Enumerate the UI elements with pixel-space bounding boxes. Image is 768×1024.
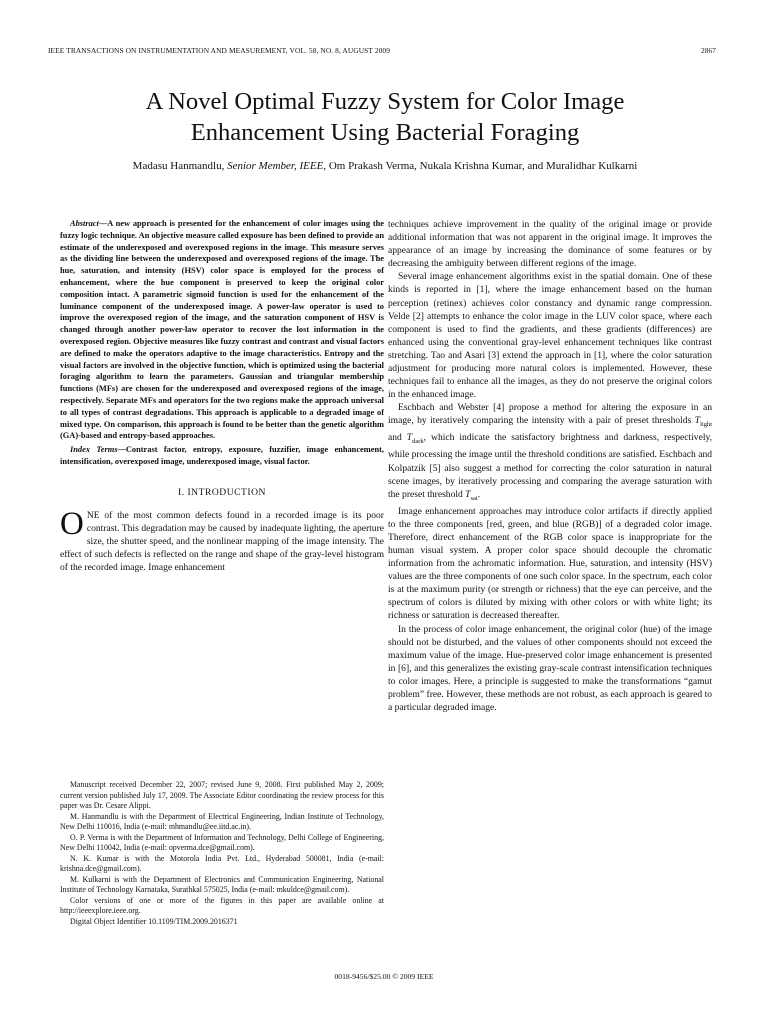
drop-cap: O	[60, 505, 84, 542]
footnote-color-versions: Color versions of one or more of the figures in this paper are available online at http://ieeexplore.ieee.org.	[60, 895, 384, 915]
t-light-subscript: light	[700, 421, 712, 429]
section-heading-introduction: I. INTRODUCTION	[178, 486, 266, 498]
t-sat-subscript: sat	[470, 494, 478, 502]
p3-part-b: and	[388, 432, 407, 444]
p3-part-c: , which indicate the satisfactory brightness and darkness, respectively, while processing the image until the threshold conditions are satisfied. Eschbach and Kolpatzik [5] also suggest a method for correcting the color saturation in natural scene images, by iteratively processing and comparing the average saturation with the preset threshold	[388, 432, 713, 500]
abstract-label: Abstract	[70, 219, 99, 228]
author-1: Madasu Hanmandlu,	[132, 160, 228, 172]
t-light-symbol: T	[694, 415, 701, 427]
right-column	[388, 218, 712, 714]
abstract-text: —A new approach is presented for the enhancement of color images using the fuzzy logic technique. An objective measure called exposure has been defined to provide an estimate of the underexposed and overexposed regions in the image. This measure serves as the dividing line between the underexposed and overexposed regions of the image. The hue, saturation, and intensity (HSV) color space is employed for the process of enhancement, where the hue component is preserved to keep the original color composition intact. A parametric sigmoid function is used for the enhancement of the luminance component of the underexposed image. A power-law operator is used to improve the overexposed region of the image, and the saturation component of HSV is changed through another power-law operator to recover the lost information in the overexposed region. Objective measures like fuzzy contrast and contrast and visual factors are defined to make the operators adaptive to the image characteristics. Entropy and the visual factors are involved in the objective function, which is optimized using the bacterial foraging algorithm to learn the parameters. Gaussian and triangular membership functions (MFs) are chosen for the underexposed and overexposed regions of the image, respectively. Separate MFs and operators for the two regions make the approach universal to all types of contrast degradations. This approach is applicable to a degraded image of mixed type. On comparison, this approach is found to be better than the genetic algorithm (GA)-based and entropy-based approaches.	[60, 219, 384, 441]
page-number: 2867	[701, 46, 716, 55]
body-paragraph-2: Several image enhancement algorithms exist in the spatial domain. One of these kinds is reported in [1], where the image enhancement based on the human perception (retinex) achieves color constancy and dynamic range compression. Velde [2] attempts to enhance the color image in the LUV color space, where each component is used to find the gradients, and these gradients (differences) are enhanced using the conventional gray-level enhancement techniques like contrast stretching. Tao and Asari [3] extend the approach in [1], where the color saturation adjustment for producing more natural colors is implemented. However, these techniques fail to enhance all the images, as they do not preserve the original colors in the enhanced image.	[388, 271, 712, 401]
index-terms	[60, 444, 384, 468]
body-paragraph-1: techniques achieve improvement in the quality of the original image or provide additional information that was not apparent in the original image. It improves the appearance of an image by increasing the dominance of some features or by decreasing the ambiguity between different regions of the image.	[388, 219, 712, 270]
body-paragraph-5: In the process of color image enhancement, the original color (hue) of the image should not be disturbed, and the values of other components should not exceed the maximum value of the image. Hue-preserved color image enhancement is presented in [6], and this generalizes the existing gray-scale contrast intensification techniques to color images. Here, a principle is suggested to make the transformations “gamut problem” free. However, these methods are not robust, as each approach is geared to a particular degraded image.	[388, 623, 712, 714]
abstract	[60, 218, 384, 442]
body-paragraph-3	[388, 401, 712, 504]
copyright-footer: 0018-9456/$25.00 © 2009 IEEE	[334, 972, 434, 981]
title-line-1: A Novel Optimal Fuzzy System for Color Image	[145, 88, 625, 115]
running-header: IEEE TRANSACTIONS ON INSTRUMENTATION AND MEASUREMENT, VOL. 58, NO. 8, AUGUST 2009	[48, 46, 391, 55]
footnote-verma: O. P. Verma is with the Department of Information and Technology, Delhi College of Engineering, New Delhi 110042, India (e-mail: opverma.dce@gmail.com).	[60, 832, 384, 852]
index-terms-text: —Contrast factor, entropy, exposure, fuzzifier, image enhancement, intensification, overexposed image, underexposed image, visual factor.	[60, 445, 384, 466]
intro-lead: NE	[86, 509, 100, 521]
p3-part-a: Eschbach and Webster [4] propose a method for altering the exposure in an image, by iteratively comparing the intensity with a pair of preset thresholds	[388, 402, 712, 427]
t-sat-symbol: T	[465, 488, 471, 500]
title-line-2: Enhancement Using Bacterial Foraging	[190, 119, 580, 146]
intro-paragraph	[60, 505, 384, 574]
footnote-kumar: N. K. Kumar is with the Motorola India Pvt. Ltd., Hyderabad 500081, India (e-mail: krishna.dce@gmail.com).	[60, 853, 384, 873]
other-authors: , Om Prakash Verma, Nukala Krishna Kumar, and Muralidhar Kulkarni	[323, 160, 638, 172]
body-paragraph-4: Image enhancement approaches may introduce color artifacts if directly applied to the three components [red, green, and blue (RGB)] of a degraded color image. Therefore, direct enhancement of the RGB color space is inappropriate for the human visual system. A proper color space should decouple the chromatic information from the achromatic information. Hue, saturation, and intensity (HSV) values are the three components of one such color space. In the spectrum, each color is at the maximum purity (or strength or richness) that the eye can perceive, and the spectrum of colors is diluted by mixing with other colors or with white light; its richness or saturation is decreased thereafter.	[388, 505, 712, 622]
t-dark-symbol: T	[406, 432, 413, 444]
footnote-hanmandlu: M. Hanmandlu is with the Department of Electrical Engineering, Indian Institute of Technology, New Delhi 110016, India (e-mail: mhmandlu@ee.iitd.ac.in).	[60, 811, 384, 831]
left-column	[60, 218, 384, 574]
footnote-kulkarni: M. Kulkarni is with the Department of Electronics and Communication Engineering, National Institute of Technology Karnataka, Surathkal 575025, India (e-mail: mkuldce@gmail.com).	[60, 874, 384, 894]
author-list	[40, 160, 730, 172]
intro-text: of the most common defects found in a recorded image is its poor contrast. This degradation may be caused by inadequate lighting, the aperture size, the shutter speed, and the nonlinear mapping of the image intensity. The effect of such defects is reflected on the range and shape of the gray-level histogram of the recorded image. Image enhancement	[60, 509, 384, 574]
t-dark-subscript: dark	[412, 438, 424, 446]
footnote-doi: Digital Object Identifier 10.1109/TIM.2009.2016371	[70, 916, 238, 926]
index-terms-label: Index Terms	[70, 445, 118, 455]
p3-part-d: .	[477, 488, 481, 500]
paper-title	[40, 86, 730, 148]
footnote-manuscript: Manuscript received December 22, 2007; revised June 9, 2008. First published May 2, 2009; current version published July 17, 2009. The Associate Editor coordinating the review process for this paper was Dr. Cesare Alippi.	[60, 780, 384, 810]
author-1-role: Senior Member, IEEE	[227, 160, 324, 172]
footnotes	[60, 780, 384, 927]
